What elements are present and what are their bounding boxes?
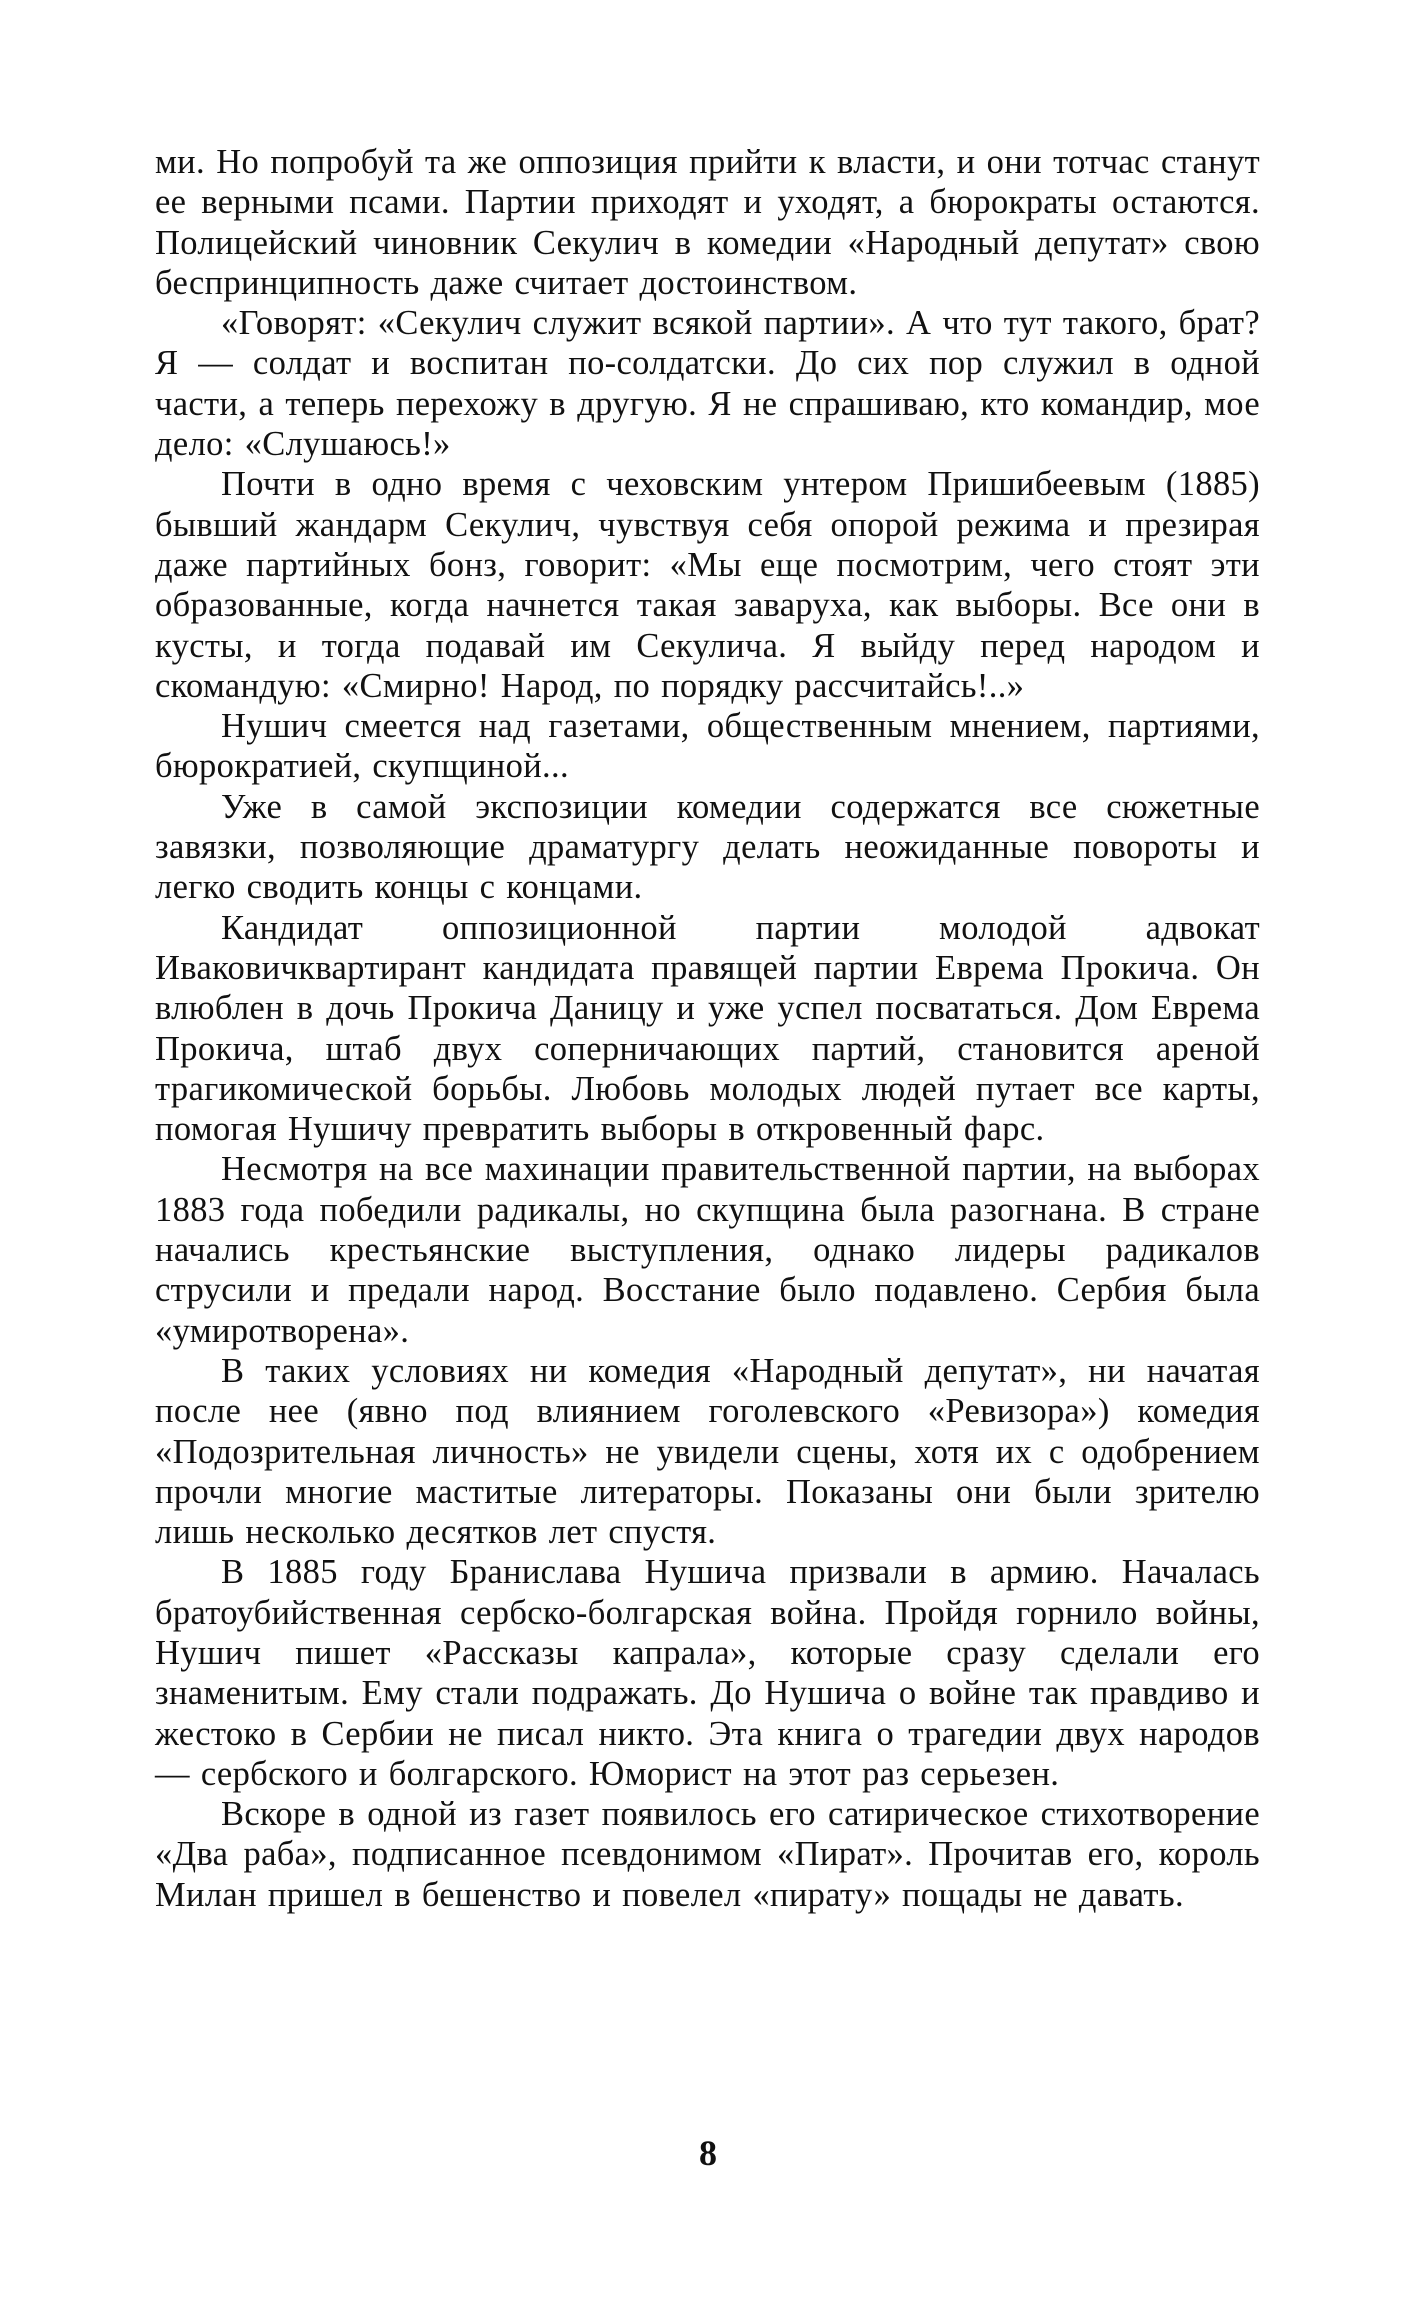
paragraph-7: Несмотря на все махинации правительственной партии, на выборах 1883 года победили радикалы, но скупщина была разогнана. В стране начались крестьянские выступления, однако лидеры радикалов струсили и предали народ. Восстание было подавлено. Сербия была «умиротворена».	[155, 1150, 1260, 1350]
paragraph-2: «Говорят: «Секулич служит всякой партии». А что тут такого, брат? Я — солдат и воспитан по-солдатски. До сих пор служил в одной части, а теперь перехожу в другую. Я не спрашиваю, кто командир, мое дело: «Слушаюсь!»	[155, 304, 1260, 464]
page-number: 8	[699, 2133, 717, 2173]
paragraph-4: Нушич смеется над газетами, общественным мнением, партиями, бюрократией, скупщиной...	[155, 707, 1260, 786]
paragraph-6: Кандидат оппозиционной партии молодой адвокат Иваковичквартирант кандидата правящей партии Еврема Прокича. Он влюблен в дочь Прокича Даницу и уже успел посвататься. Дом Еврема Прокича, штаб двух соперничающих партий, становится ареной трагикомической борьбы. Любовь молодых людей путает все карты, помогая Нушичу превратить выборы в откровенный фарс.	[155, 908, 1260, 1149]
paragraph-1: ми. Но попробуй та же оппозиция прийти к власти, и они тотчас станут ее верными псами. Партии приходят и уходят, а бюрократы остаются. Полицейский чиновник Секулич в комедии «Народный депутат» свою беспринципность даже считает достоинством.	[155, 143, 1260, 302]
paragraph-3: Почти в одно время с чеховским унтером Пришибеевым (1885) бывший жандарм Секулич, чувствуя себя опорой режима и презирая даже партийных бонз, говорит: «Мы еще посмотрим, чего стоят эти образованные, когда начнется такая заваруха, как выборы. Все они в кусты, и тогда подавай им Секулича. Я выйду перед народом и скомандую: «Смирно! Народ, по порядку рассчитайсь!..»	[155, 465, 1260, 705]
paragraph-5: Уже в самой экспозиции комедии содержатся все сюжетные завязки, позволяющие драматургу делать неожиданные повороты и легко сводить концы с концами.	[155, 787, 1260, 907]
body-text	[155, 142, 1260, 1915]
paragraph-10: Вскоре в одной из газет появилось его сатирическое стихотворение «Два раба», подписанное псевдонимом «Пират». Прочитав его, король Милан пришел в бешенство и повелел «пирату» пощады не давать.	[155, 1795, 1260, 1914]
paragraph-8: В таких условиях ни комедия «Народный депутат», ни начатая после нее (явно под влиянием гоголевского «Ревизора») комедия «Подозрительная личность» не увидели сцены, хотя их с одобрением прочли многие маститые литераторы. Показаны они были зрителю лишь несколько десятков лет спустя.	[155, 1351, 1260, 1552]
paragraph-9: В 1885 году Бранислава Нушича призвали в армию. Началась братоубийственная сербско-болгарская война. Пройдя горнило войны, Нушич пишет «Рассказы капрала», которые сразу сделали его знаменитым. Ему стали подражать. До Нушича о войне так правдиво и жестоко в Сербии не писал никто. Эта книга о трагедии двух народов — сербского и болгарского. Юморист на этот раз серьезен.	[155, 1553, 1260, 1793]
